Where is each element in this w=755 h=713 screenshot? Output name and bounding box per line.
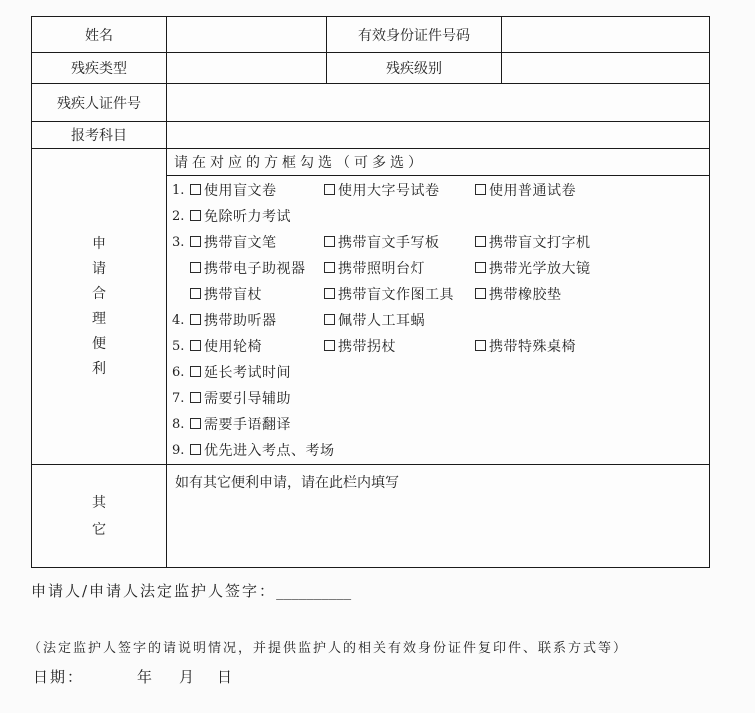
accommodation-line-8 (172, 411, 709, 437)
checkbox[interactable] (190, 210, 201, 221)
accommodation-line-2 (172, 203, 709, 229)
accommodation-option: 优先进入考点、考场 (204, 443, 335, 459)
line-number: 5. (172, 338, 185, 354)
accommodation-option: 携带特殊桌椅 (489, 339, 576, 355)
accommodation-line-3c (172, 281, 709, 307)
accommodation-line-6 (172, 359, 709, 385)
form-table (31, 16, 710, 568)
row-other (32, 465, 709, 567)
checkbox[interactable] (324, 236, 335, 247)
accommodation-option: 携带拐杖 (338, 339, 396, 355)
accommodation-option: 携带助听器 (204, 313, 277, 329)
exam-subjects-label: 报考科目 (32, 122, 167, 148)
checkbox[interactable] (190, 288, 201, 299)
checkbox[interactable] (475, 184, 486, 195)
accommodations-row-label: 申 请 合 理 便 利 (32, 149, 167, 464)
checkbox-area (167, 176, 709, 464)
checkbox[interactable] (190, 418, 201, 429)
day-label: 日 (217, 668, 235, 686)
row-name-id (32, 17, 709, 53)
accommodation-option: 需要引导辅助 (204, 391, 291, 407)
line-number: 1. (172, 182, 185, 198)
id-number-field[interactable] (502, 17, 709, 52)
date-label: 日期： (33, 668, 85, 686)
accommodation-option: 携带橡胶垫 (489, 287, 562, 303)
checkbox[interactable] (324, 340, 335, 351)
signature-label: 申请人/申请人法定监护人签字： (31, 582, 277, 600)
checkbox[interactable] (475, 236, 486, 247)
signature-blank-field[interactable]: __________ (276, 582, 352, 600)
line-number: 4. (172, 312, 185, 328)
accommodation-line-3b (172, 255, 709, 281)
name-field[interactable] (167, 17, 327, 52)
line-number: 2. (172, 208, 185, 224)
line-number: 3. (172, 234, 185, 250)
disability-type-label: 残疾类型 (32, 53, 167, 83)
accommodation-option: 携带盲文笔 (204, 235, 277, 251)
row-type-level (32, 53, 709, 84)
accommodation-option: 携带盲文打字机 (489, 235, 591, 251)
line-number: 6. (172, 364, 185, 380)
accommodation-option: 携带光学放大镜 (489, 261, 591, 277)
checkbox[interactable] (475, 288, 486, 299)
line-number: 8. (172, 416, 185, 432)
other-row-label: 其 它 (32, 465, 167, 567)
accommodation-option: 携带盲文作图工具 (338, 287, 454, 303)
date-line (33, 666, 234, 687)
checkbox[interactable] (324, 314, 335, 325)
checkbox[interactable] (190, 314, 201, 325)
accommodation-option: 使用盲文卷 (204, 183, 277, 199)
accommodation-option: 携带电子助视器 (204, 261, 306, 277)
name-label: 姓名 (32, 17, 167, 52)
id-number-label: 有效身份证件号码 (327, 17, 502, 52)
line-number: 7. (172, 390, 185, 406)
accommodation-line-4 (172, 307, 709, 333)
accommodation-option: 需要手语翻译 (204, 417, 291, 433)
line-number: 9. (172, 442, 185, 458)
accommodation-option: 携带盲杖 (204, 287, 262, 303)
row-subjects (32, 122, 709, 149)
checkbox[interactable] (190, 262, 201, 273)
checkbox[interactable] (324, 288, 335, 299)
checkbox[interactable] (190, 366, 201, 377)
accommodation-option: 使用大字号试卷 (338, 183, 440, 199)
checkbox-instruction: 请在对应的方框勾选（可多选） (167, 149, 709, 176)
disability-level-label: 残疾级别 (327, 53, 502, 83)
accommodation-option: 使用普通试卷 (489, 183, 576, 199)
accommodation-option: 免除听力考试 (204, 209, 291, 225)
checkbox[interactable] (190, 236, 201, 247)
accommodation-option: 延长考试时间 (204, 365, 291, 381)
month-label: 月 (179, 668, 197, 686)
checkbox[interactable] (190, 444, 201, 455)
other-request-field[interactable]: 如有其它便利申请，请在此栏内填写 (175, 475, 399, 491)
checkbox[interactable] (475, 340, 486, 351)
accommodation-line-3 (172, 229, 709, 255)
accommodations-content (167, 149, 709, 464)
checkbox[interactable] (190, 184, 201, 195)
accommodation-line-5 (172, 333, 709, 359)
accommodation-option: 携带照明台灯 (338, 261, 425, 277)
certificate-number-label: 残疾人证件号 (32, 84, 167, 121)
signature-line (31, 580, 351, 601)
checkbox[interactable] (324, 262, 335, 273)
checkbox[interactable] (475, 262, 486, 273)
checkbox[interactable] (190, 392, 201, 403)
certificate-number-field[interactable] (167, 84, 709, 121)
disability-level-field[interactable] (502, 53, 709, 83)
checkbox[interactable] (324, 184, 335, 195)
year-label: 年 (137, 668, 155, 686)
accommodation-option: 携带盲文手写板 (338, 235, 440, 251)
guardian-note: （法定监护人签字的请说明情况，并提供监护人的相关有效身份证件复印件、联系方式等） (28, 641, 629, 656)
accommodation-option: 使用轮椅 (204, 339, 262, 355)
accommodation-line-9 (172, 437, 709, 463)
row-certificate (32, 84, 709, 122)
exam-subjects-field[interactable] (167, 122, 709, 148)
accommodation-line-7 (172, 385, 709, 411)
accommodation-line-1 (172, 177, 709, 203)
accommodation-option: 佩带人工耳蜗 (338, 313, 425, 329)
row-accommodations (32, 149, 709, 465)
disability-type-field[interactable] (167, 53, 327, 83)
checkbox[interactable] (190, 340, 201, 351)
